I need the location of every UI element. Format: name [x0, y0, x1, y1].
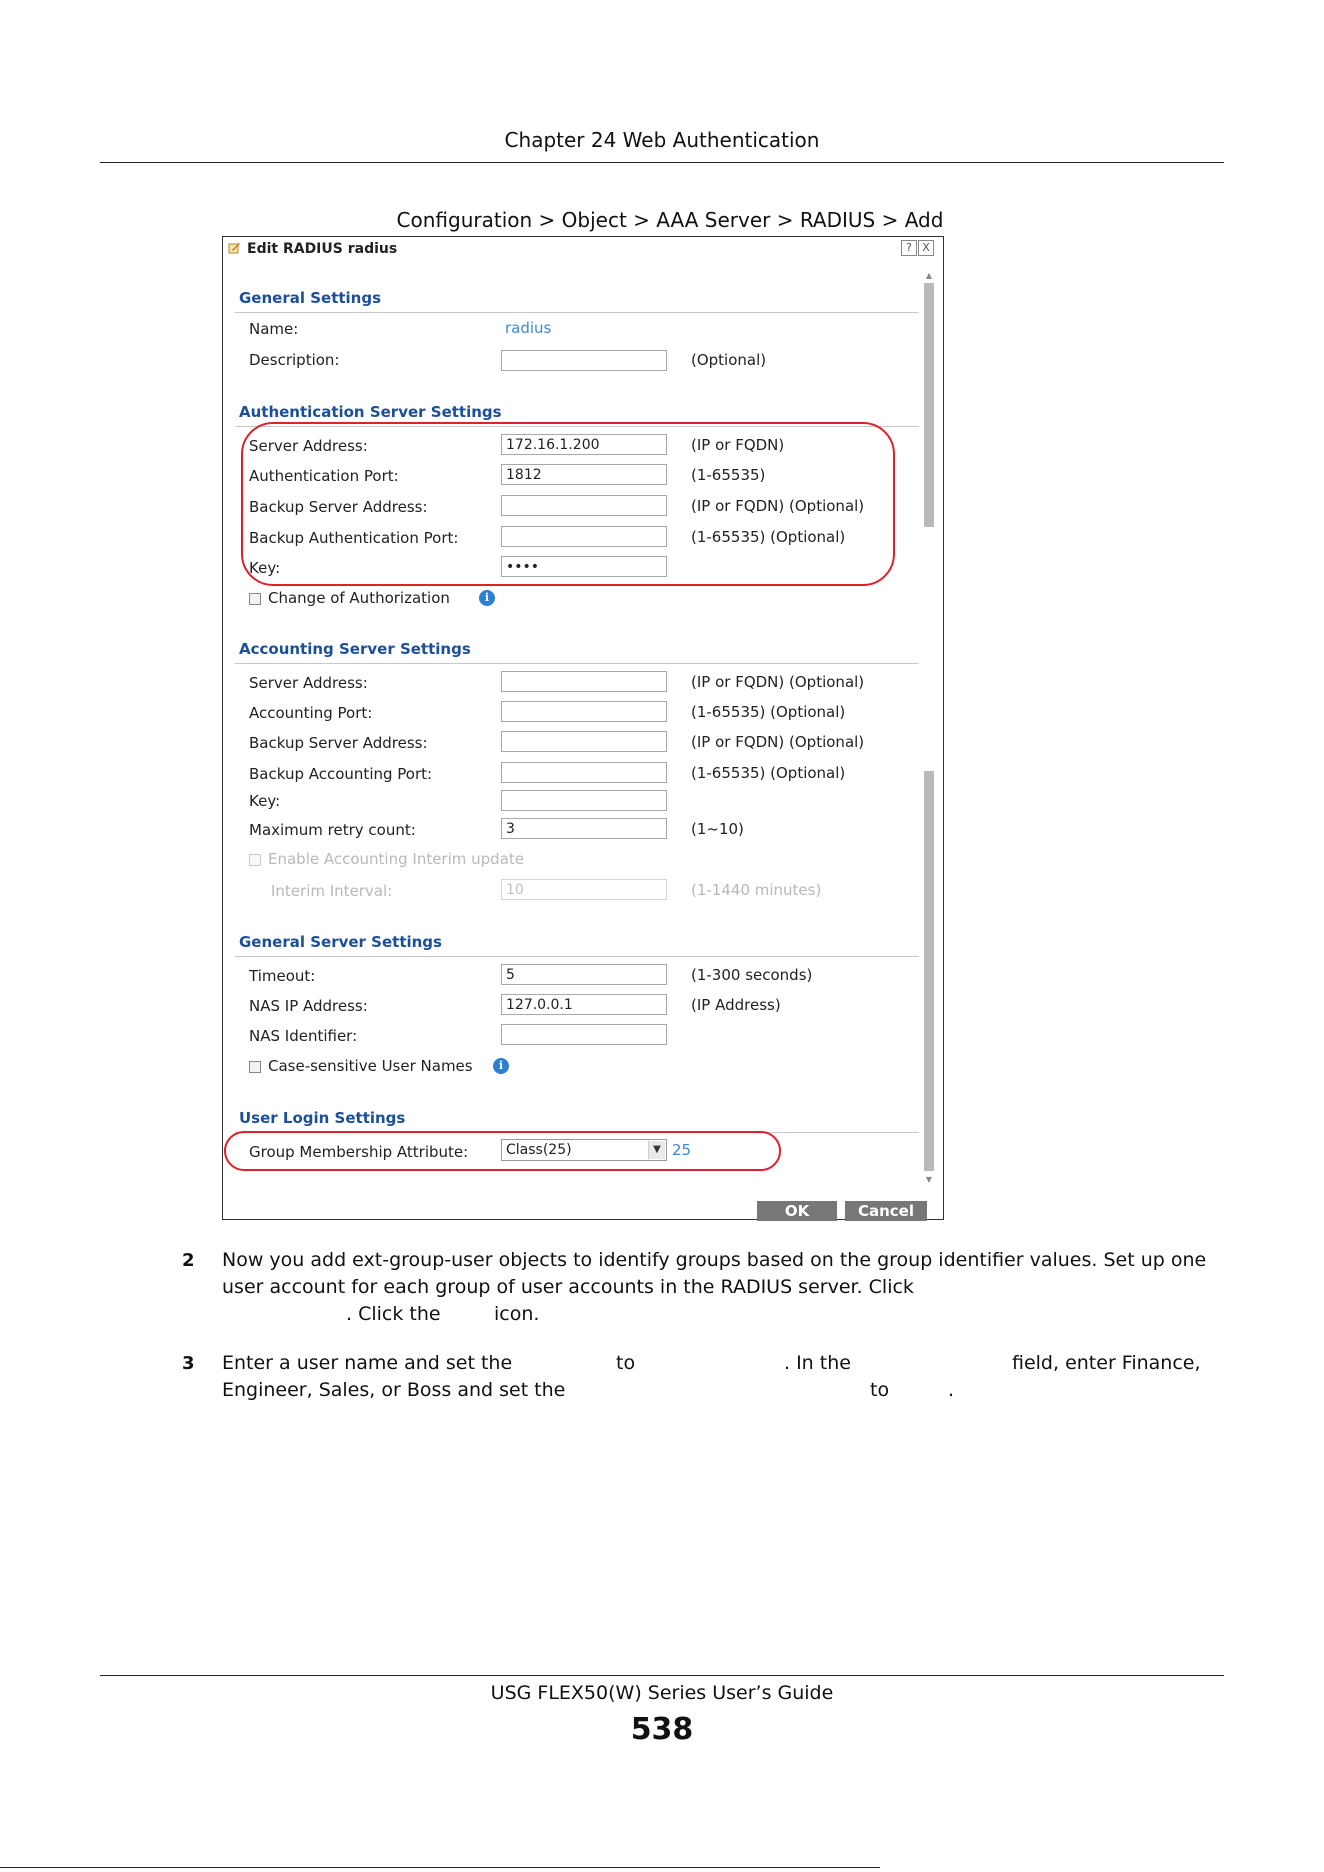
- acct-backup-address-label: Backup Server Address:: [249, 734, 428, 752]
- step-text: Engineer, Sales, or Boss and set the: [222, 1379, 566, 1401]
- ok-button[interactable]: OK: [757, 1201, 837, 1221]
- scroll-down-icon[interactable]: ▼: [925, 1175, 933, 1184]
- general-server-title: General Server Settings: [239, 933, 442, 951]
- group-attr-label: Group Membership Attribute:: [249, 1143, 469, 1161]
- chapter-title: Chapter 24 Web Authentication: [504, 128, 820, 152]
- auth-backup-address-hint: (IP or FQDN) (Optional): [691, 497, 865, 515]
- acct-port-label: Accounting Port:: [249, 704, 373, 722]
- timeout-label: Timeout:: [249, 967, 316, 985]
- auth-key-field[interactable]: [501, 556, 667, 577]
- interim-interval-field[interactable]: [501, 879, 667, 900]
- auth-port-field[interactable]: [501, 464, 667, 485]
- acct-key-field[interactable]: [501, 790, 667, 811]
- retry-count-label: Maximum retry count:: [249, 821, 416, 839]
- name-label: Name:: [249, 320, 299, 338]
- acct-key-label: Key:: [249, 792, 281, 810]
- name-value: radius: [505, 319, 552, 337]
- accounting-server-title: Accounting Server Settings: [239, 640, 471, 658]
- auth-port-hint: (1-65535): [691, 466, 766, 484]
- retry-count-hint: (1~10): [691, 820, 744, 838]
- interim-interval-hint: (1-1440 minutes): [691, 881, 822, 899]
- coa-checkbox[interactable]: [249, 593, 261, 605]
- step-text: icon.: [494, 1303, 540, 1325]
- bottom-rule: [0, 1867, 880, 1868]
- timeout-field[interactable]: [501, 964, 667, 985]
- interim-interval-label: Interim Interval:: [271, 882, 393, 900]
- scroll-thumb-lower[interactable]: [924, 771, 934, 1171]
- step-text: Now you add ext-group-user objects to identify groups based on the group identifier values. Set up one: [222, 1249, 1207, 1271]
- section-divider: [235, 312, 919, 313]
- scroll-thumb[interactable]: [924, 283, 934, 527]
- edit-radius-dialog: [222, 236, 944, 1220]
- edit-icon: [228, 241, 241, 254]
- scroll-up-icon[interactable]: ▲: [925, 271, 933, 280]
- step-text: .: [948, 1379, 955, 1401]
- acct-backup-address-field[interactable]: [501, 731, 667, 752]
- close-icon[interactable]: X: [918, 240, 934, 256]
- case-sensitive-label: Case-sensitive User Names: [268, 1057, 473, 1075]
- user-login-title: User Login Settings: [239, 1109, 406, 1127]
- header-rule: [100, 162, 1224, 163]
- page-number: 538: [630, 1712, 694, 1747]
- auth-server-address-hint: (IP or FQDN): [691, 436, 785, 454]
- help-icon[interactable]: ?: [901, 240, 917, 256]
- acct-backup-address-hint: (IP or FQDN) (Optional): [691, 733, 865, 751]
- retry-count-field[interactable]: [501, 818, 667, 839]
- acct-backup-port-field[interactable]: [501, 762, 667, 783]
- chevron-down-icon[interactable]: ▼: [648, 1141, 665, 1159]
- step-number: 2: [182, 1250, 195, 1271]
- auth-backup-port-hint: (1-65535) (Optional): [691, 528, 846, 546]
- dialog-title: Edit RADIUS radius: [247, 241, 398, 257]
- acct-port-hint: (1-65535) (Optional): [691, 703, 846, 721]
- interim-update-label: Enable Accounting Interim update: [268, 850, 524, 868]
- group-attr-select[interactable]: [501, 1139, 667, 1161]
- info-icon[interactable]: i: [493, 1058, 509, 1074]
- description-hint: (Optional): [691, 351, 767, 369]
- auth-key-label: Key:: [249, 559, 281, 577]
- auth-backup-address-field[interactable]: [501, 495, 667, 516]
- dialog-titlebar: [223, 237, 943, 261]
- acct-port-field[interactable]: [501, 701, 667, 722]
- step-text: . In the: [784, 1352, 851, 1374]
- group-attr-value: 25: [672, 1141, 692, 1159]
- case-sensitive-checkbox[interactable]: [249, 1061, 261, 1073]
- step-text: . Click the: [346, 1303, 441, 1325]
- step-text: to: [870, 1379, 890, 1401]
- auth-server-title: Authentication Server Settings: [239, 403, 502, 421]
- general-settings-title: General Settings: [239, 289, 382, 307]
- figure-caption: Configuration > Object > AAA Server > RADIUS > Add: [396, 208, 944, 232]
- auth-backup-address-label: Backup Server Address:: [249, 498, 428, 516]
- nas-identifier-label: NAS Identifier:: [249, 1027, 358, 1045]
- step-number: 3: [182, 1353, 195, 1374]
- description-label: Description:: [249, 351, 340, 369]
- section-divider: [235, 956, 919, 957]
- footer-guide-title: USG FLEX50(W) Series User’s Guide: [490, 1682, 834, 1704]
- section-divider: [235, 663, 919, 664]
- step-text: Enter a user name and set the: [222, 1352, 513, 1374]
- group-attr-selected: Class(25): [506, 1142, 572, 1158]
- nas-ip-field[interactable]: [501, 994, 667, 1015]
- nas-ip-hint: (IP Address): [691, 996, 781, 1014]
- acct-server-address-label: Server Address:: [249, 674, 368, 692]
- acct-server-address-hint: (IP or FQDN) (Optional): [691, 673, 865, 691]
- nas-ip-label: NAS IP Address:: [249, 997, 368, 1015]
- acct-backup-port-hint: (1-65535) (Optional): [691, 764, 846, 782]
- auth-server-address-field[interactable]: [501, 434, 667, 455]
- acct-backup-port-label: Backup Accounting Port:: [249, 765, 433, 783]
- coa-label: Change of Authorization: [268, 589, 450, 607]
- step-text: field, enter Finance,: [1012, 1352, 1201, 1374]
- auth-backup-port-field[interactable]: [501, 526, 667, 547]
- footer-rule: [100, 1675, 1224, 1676]
- timeout-hint: (1-300 seconds): [691, 966, 813, 984]
- auth-backup-port-label: Backup Authentication Port:: [249, 529, 459, 547]
- auth-port-label: Authentication Port:: [249, 467, 399, 485]
- cancel-button[interactable]: Cancel: [845, 1201, 927, 1221]
- description-field[interactable]: [501, 350, 667, 371]
- info-icon[interactable]: i: [479, 590, 495, 606]
- step-text: to: [616, 1352, 636, 1374]
- step-text: user account for each group of user accounts in the RADIUS server. Click: [222, 1276, 914, 1298]
- scrollbar[interactable]: [923, 271, 935, 1185]
- auth-server-address-label: Server Address:: [249, 437, 368, 455]
- interim-update-checkbox[interactable]: [249, 854, 261, 866]
- acct-server-address-field[interactable]: [501, 671, 667, 692]
- nas-identifier-field[interactable]: [501, 1024, 667, 1045]
